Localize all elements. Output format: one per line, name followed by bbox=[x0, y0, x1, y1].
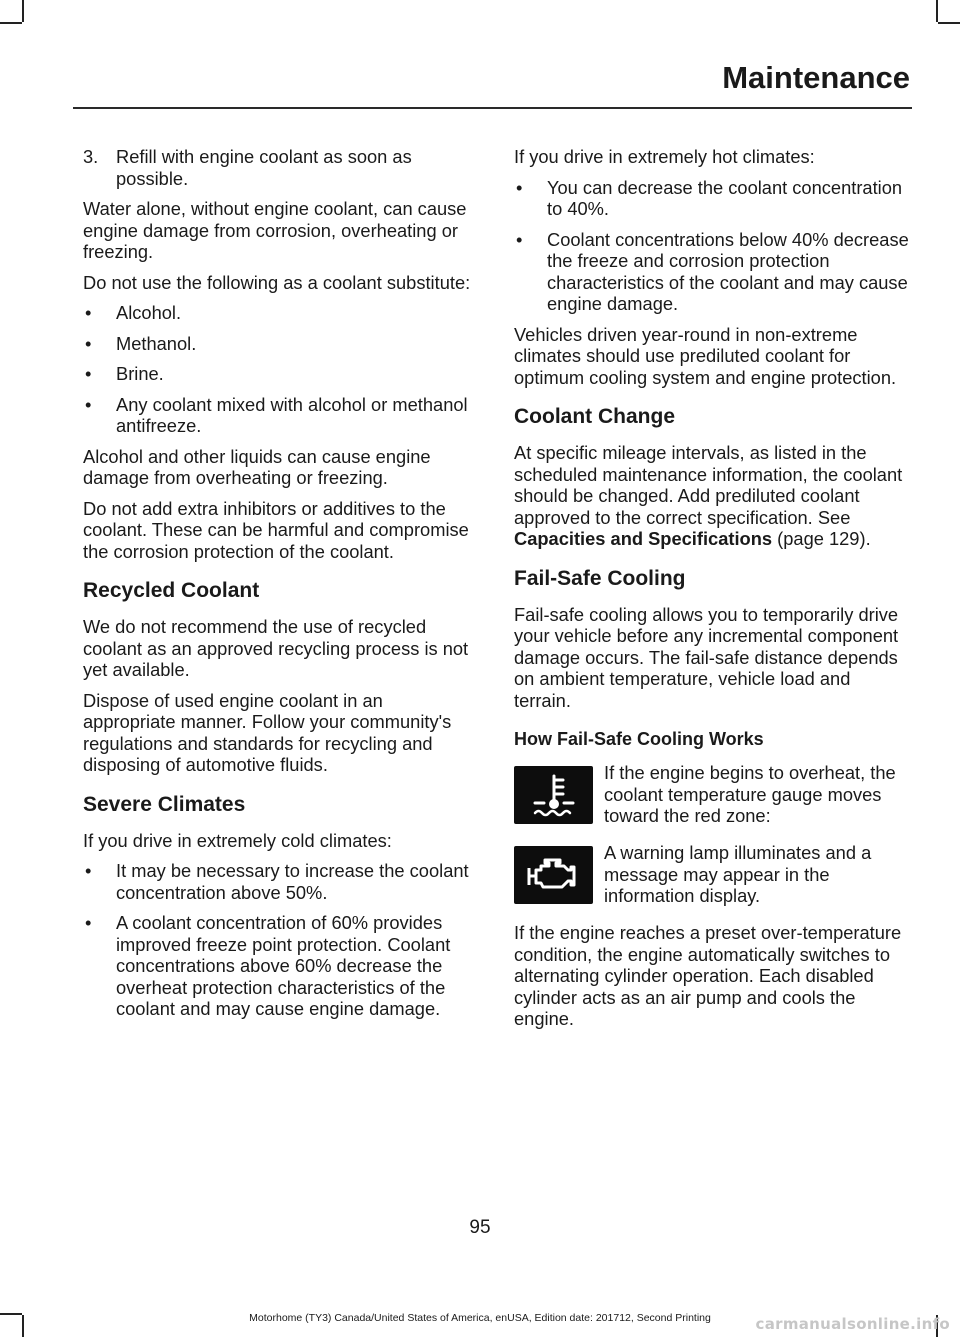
icon-description: A warning lamp illuminates and a message may appear in the information display. bbox=[604, 842, 872, 906]
paragraph: Water alone, without engine coolant, can cause engine damage from corrosion, overheating or freezing. bbox=[83, 198, 467, 262]
icon-row bbox=[514, 842, 909, 908]
list-item: • Coolant concentrations below 40% decrease the freeze and corrosion protection characteristics of the coolant and may cause engine damage. bbox=[516, 228, 909, 314]
cross-reference-link[interactable]: Capacities and Specifications bbox=[514, 528, 773, 549]
paragraph: If you drive in extremely hot climates: bbox=[514, 146, 815, 167]
numbered-step bbox=[83, 146, 475, 189]
footer: Motorhome (TY3) Canada/United States of America, enUSA, Edition date: 201712, Second Printing bbox=[249, 1312, 711, 1324]
paragraph: Do not use the following as a coolant substitute: bbox=[83, 271, 471, 293]
paragraph: At specific mileage intervals, as listed in the scheduled maintenance information, the coolant should be changed. Add prediluted coolant approved to the correct specification. See Capacities and Specifications (page 129). bbox=[514, 442, 903, 549]
page-number: 95 bbox=[469, 1217, 491, 1238]
left-column bbox=[83, 146, 475, 1029]
list-item: • You can decrease the coolant concentration to 40%. bbox=[516, 176, 903, 219]
crop-mark bbox=[938, 22, 960, 24]
section-heading: Recycled Coolant bbox=[83, 579, 260, 602]
paragraph: If the engine reaches a preset over-temperature condition, the engine automatically switches to alternating cylinder operation. Each disabled cylinder acts as an air pump and cools the engine. bbox=[514, 922, 902, 1029]
crop-mark bbox=[936, 0, 938, 22]
list-item: • A coolant concentration of 60% provides improved freeze point protection. Coolant concentrations above 60% decrease the overheat protection characteristics of the coolant and may cause engine damage. bbox=[85, 912, 451, 1019]
icon-description: If the engine begins to overheat, the coolant temperature gauge moves toward the red zone: bbox=[604, 762, 896, 826]
right-column bbox=[514, 146, 909, 1039]
paragraph: Vehicles driven year-round in non-extreme climates should use prediluted coolant for optimum cooling system and engine protection. bbox=[514, 323, 897, 388]
section-heading: Coolant Change bbox=[514, 405, 675, 428]
paragraph: Do not add extra inhibitors or additives to the coolant. These can be harmful and compromise the corrosion protection of the coolant. bbox=[83, 497, 469, 562]
list-item: • Methanol. bbox=[85, 332, 197, 354]
paragraph: Dispose of used engine coolant in an appropriate manner. Follow your community's regulations and standards for recycling and disposing of automotive fluids. bbox=[83, 689, 452, 775]
list-item: • Alcohol. bbox=[85, 302, 182, 323]
subsection-heading: How Fail-Safe Cooling Works bbox=[514, 729, 764, 749]
step-number: 3. bbox=[83, 146, 99, 167]
coolant-temperature-icon bbox=[514, 766, 593, 824]
engine-warning-icon bbox=[514, 846, 593, 904]
paragraph: Alcohol and other liquids can cause engine damage from overheating or freezing. bbox=[83, 445, 431, 488]
paragraph: We do not recommend the use of recycled coolant as an approved recycling process is not yet available. bbox=[83, 616, 469, 680]
list-item: • It may be necessary to increase the coolant concentration above 50%. bbox=[85, 860, 469, 903]
header-divider bbox=[73, 107, 912, 109]
watermark: carmanualsonline.info bbox=[755, 1315, 950, 1333]
list-item: • Brine. bbox=[85, 363, 164, 384]
section-heading: Fail-Safe Cooling bbox=[514, 566, 686, 590]
step-text: Refill with engine coolant as soon as possible. bbox=[116, 146, 412, 189]
paragraph: If you drive in extremely cold climates: bbox=[83, 829, 392, 851]
crop-mark bbox=[0, 22, 22, 24]
list-item: • Any coolant mixed with alcohol or methanol antifreeze. bbox=[85, 393, 468, 436]
page-title: Maintenance bbox=[722, 60, 910, 95]
icon-row bbox=[514, 762, 909, 828]
crop-mark bbox=[22, 0, 24, 22]
paragraph: Fail-safe cooling allows you to temporarily drive your vehicle before any incremental component damage occurs. The fail-safe distance depends on ambient temperature, vehicle load and terrain. bbox=[514, 603, 899, 711]
section-heading: Severe Climates bbox=[83, 792, 246, 816]
